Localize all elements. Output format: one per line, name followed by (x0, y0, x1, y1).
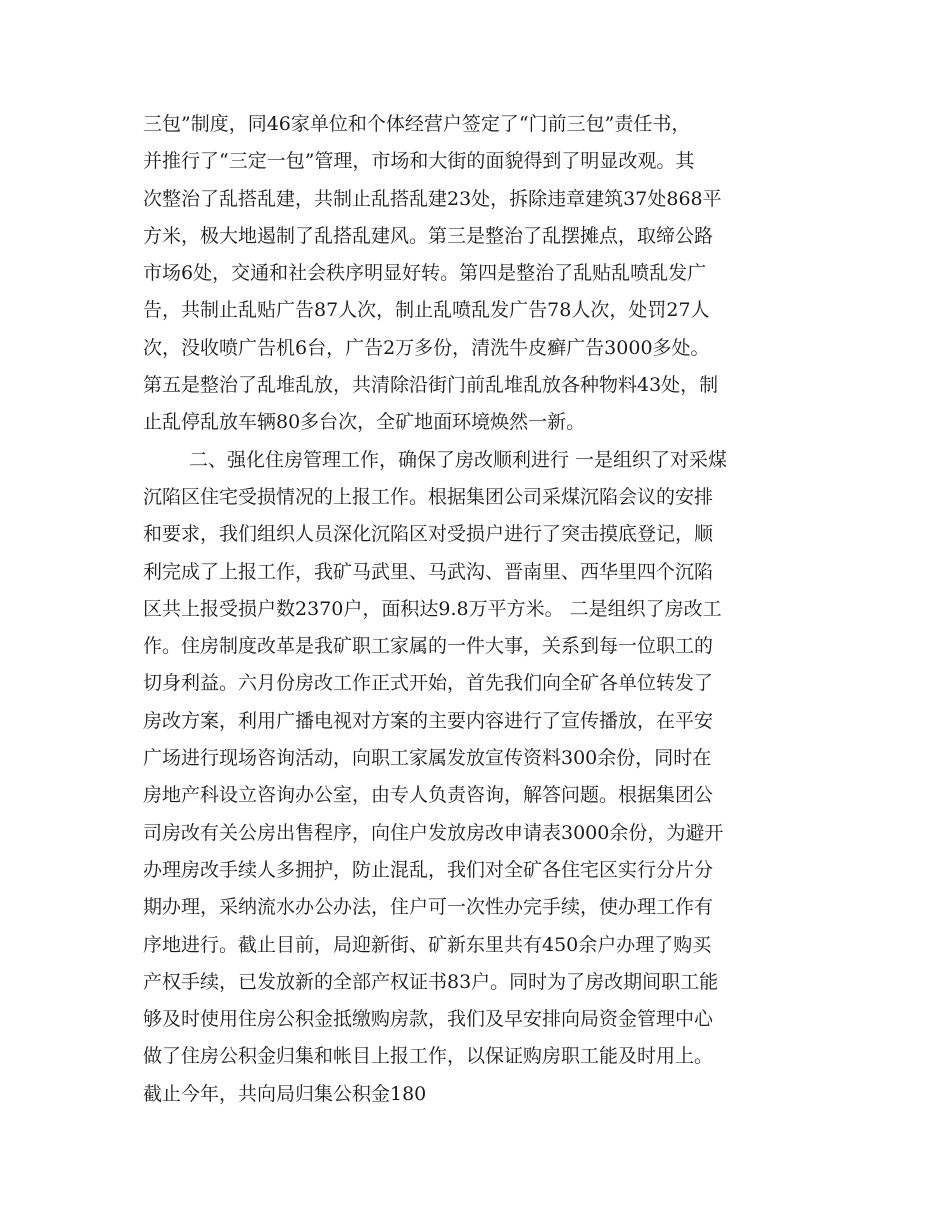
text-line: 区共上报受损户数2370户，面积达9.8万平方米。 二是组织了房改工 (143, 597, 722, 620)
text-line: 市场6处，交通和社会秩序明显好转。第四是整治了乱贴乱喷乱发广 (143, 262, 707, 285)
text-line: 房地产科设立咨询办公室，由专人负责咨询，解答问题。根据集团公 (143, 784, 714, 807)
text-line: 利完成了上报工作，我矿马武里、马武沟、晋南里、西华里四个沉陷 (143, 560, 714, 583)
text-line: 作。住房制度改革是我矿职工家属的一件大事，关系到每一位职工的 (143, 635, 714, 658)
text-line: 房改方案，利用广播电视对方案的主要内容进行了宣传播放，在平安 (143, 709, 714, 732)
text-line: 期办理，采纳流水办公办法，住户可一次性办完手续，使办理工作有 (143, 896, 714, 919)
text-line: 广场进行现场咨询活动，向职工家属发放宣传资料300余份，同时在 (143, 747, 712, 770)
text-line: 三包”制度，同46家单位和个体经营户签定了“门前三包”责任书， (143, 113, 691, 135)
text-line: 并推行了“三定一包”管理，市场和大街的面貌得到了明显改观。其 (143, 150, 695, 173)
text-line: 沉陷区住宅受损情况的上报工作。根据集团公司采煤沉陷会议的安排 (143, 485, 714, 508)
text-line: 告，共制止乱贴广告87人次，制止乱喷乱发广告78人次，处罚27人 (143, 299, 710, 322)
text-line: 办理房改手续人多拥护，防止混乱，我们对全矿各住宅区实行分片分 (143, 858, 714, 881)
text-line: 第五是整治了乱堆乱放，共清除沿街门前乱堆乱放各种物料43处，制 (143, 374, 719, 397)
text-line: 司房改有关公房出售程序，向住户发放房改申请表3000余份，为避开 (143, 821, 724, 844)
text-line: 切身利益。六月份房改工作正式开始，首先我们向全矿各单位转发了 (143, 672, 714, 695)
document-body (143, 106, 813, 1113)
text-line: 方米，极大地遏制了乱搭乱建风。第三是整治了乱摆摊点，取缔公路 (143, 224, 714, 247)
text-line: 二、强化住房管理工作，确保了房改顺利进行 一是组织了对采煤 (189, 448, 728, 471)
text-line: 够及时使用住房公积金抵缴购房款，我们及早安排向局资金管理中心 (143, 1008, 714, 1031)
text-line: 次整治了乱搭乱建，共制止乱搭乱建23处，拆除违章建筑37处868平 (143, 187, 722, 210)
text-line: 截止今年，共向局归集公积金180 (143, 1082, 427, 1105)
text-line: 止乱停乱放车辆80多台次，全矿地面环境焕然一新。 (143, 411, 586, 434)
text-line: 产权手续，已发放新的全部产权证书83户。同时为了房改期间职工能 (143, 970, 719, 993)
text-line: 和要求，我们组织人员深化沉陷区对受损户进行了突击摸底登记，顺 (143, 523, 714, 546)
text-line: 序地进行。截止目前，局迎新街、矿新东里共有450余户办理了购买 (143, 933, 712, 956)
text-line: 做了住房公积金归集和帐目上报工作，以保证购房职工能及时用上。 (143, 1045, 714, 1068)
text-line: 次，没收喷广告机6台，广告2万多份，清洗牛皮癣广告3000多处。 (143, 336, 710, 359)
